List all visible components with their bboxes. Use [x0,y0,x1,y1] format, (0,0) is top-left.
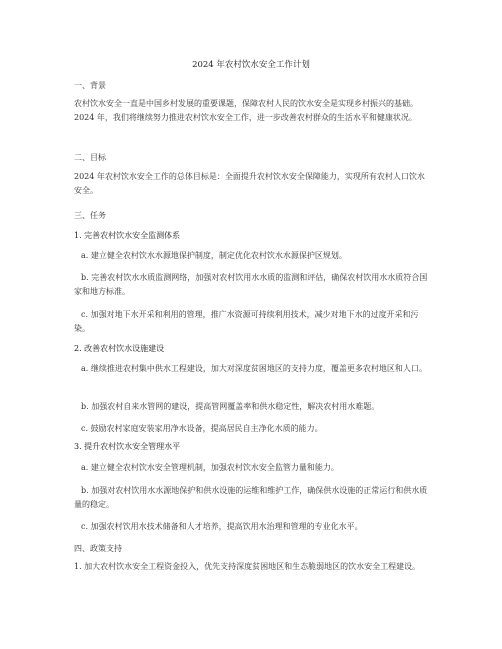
task-1-item-b: b. 完善农村饮水水质监测网络，加强对农村饮用水水质的监测和评估，确保农村饮用水水质符合国家和地方标准。 [74,273,428,296]
task-2-title: 2. 改善农村饮水设施建设 [74,344,165,353]
task-2-item-c: c. 鼓励农村家庭安装家用净水设备，提高居民自主净化水质的能力。 [81,424,323,433]
document-title: 2024 年农村饮水安全工作计划 [192,60,310,70]
task-2-item-b: b. 加强农村自来水管网的建设，提高管网覆盖率和供水稳定性，解决农村用水难题。 [81,402,380,411]
task-3-title: 3. 提升农村饮水安全管理水平 [74,442,181,451]
section-heading-background: 一、背景 [74,81,106,90]
task-3-item-c: c. 加强农村饮用水技术储备和人才培养，提高饮用水治理和管理的专业化水平。 [81,522,363,531]
task-1-title: 1. 完善农村饮水安全监测体系 [74,231,181,240]
task-3-item-b: b. 加强对农村饮用水水源地保护和供水设施的运维和维护工作，确保供水设施的正常运行和供水质量的稳定。 [74,486,428,509]
section-heading-policy: 四、政策支持 [74,544,122,553]
section-heading-tasks: 三、任务 [74,211,106,220]
task-1-item-c: c. 加强对地下水开采和利用的管理，推广水资源可持续利用技术，减少对地下水的过度开采和污染。 [74,310,419,333]
background-paragraph: 农村饮水安全一直是中国乡村发展的重要课题，保障农村人民的饮水安全是实现乡村振兴的基础。2024 年，我们将继续努力推进农村饮水安全工作，进一步改善农村群众的生活水平和健康状况。 [74,99,418,122]
task-2-item-a: a. 继续推进农村集中供水工程建设，加大对深度贫困地区的支持力度，覆盖更多农村地区和人口。 [81,364,427,373]
task-1-item-a: a. 建立健全农村饮水水源地保护制度，制定优化农村饮水水源保护区规划。 [81,251,347,260]
task-3-item-a: a. 建立健全农村饮水安全管理机制，加强农村饮水安全监管力量和能力。 [81,463,339,472]
policy-item-1: 1. 加大农村饮水安全工程资金投入，优先支持深度贫困地区和生态脆弱地区的饮水安全工程建设。 [74,562,421,571]
goal-paragraph: 2024 年农村饮水安全工作的总体目标是：全面提升农村饮水安全保障能力，实现所有农村人口饮水安全。 [74,172,425,195]
section-heading-goal: 二、目标 [74,153,106,162]
